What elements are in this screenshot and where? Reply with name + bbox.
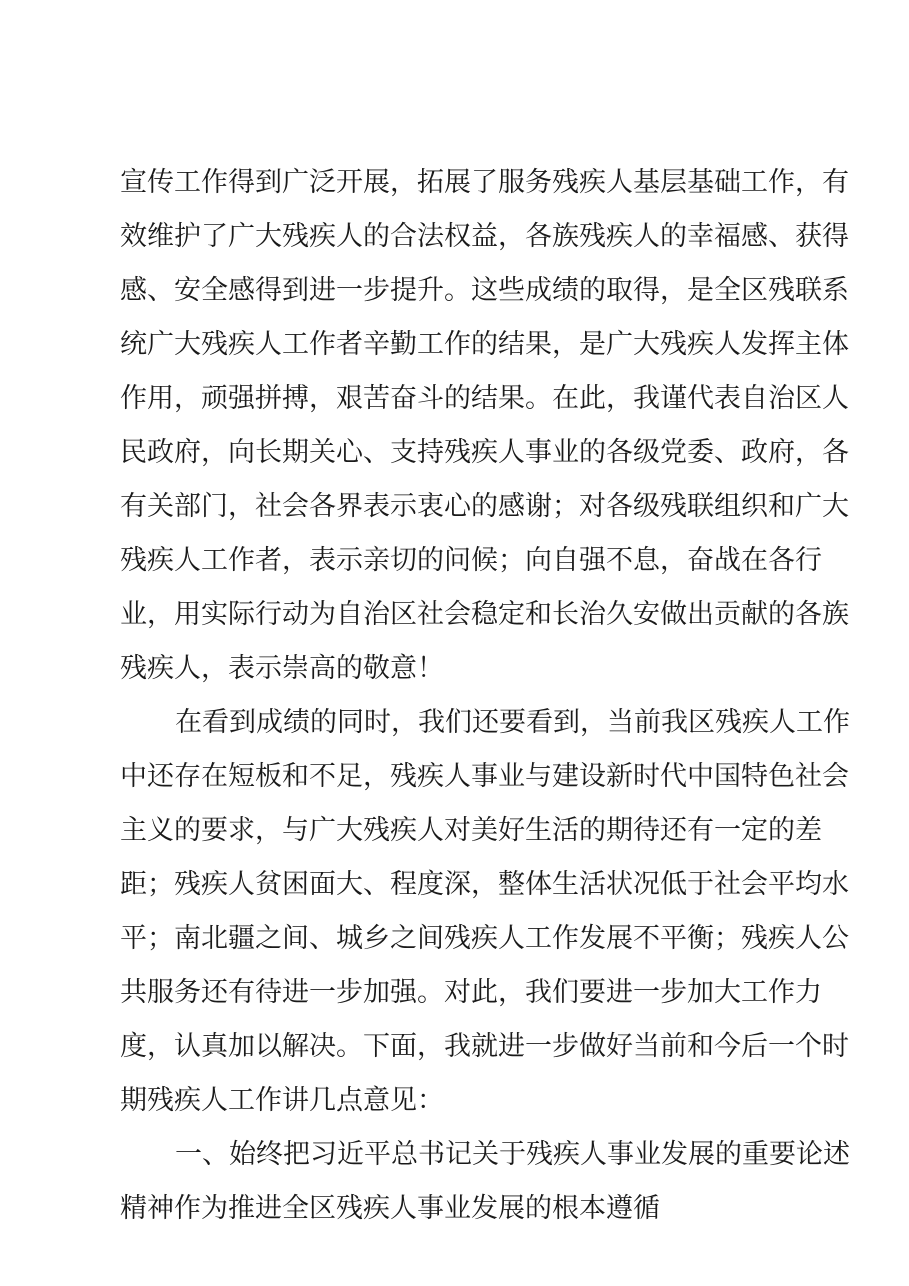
paragraph-1-line-1: 宣传工作得到广泛开展，拓展了服务残疾人基层基础工作，有 xyxy=(120,167,849,198)
paragraph-1-line-7: 有关部门，社会各界表示衷心的感谢；对各级残联组织和广大 xyxy=(120,491,849,522)
section-heading-line-1: 一、始终把习近平总书记关于残疾人事业发展的重要论述 xyxy=(175,1139,850,1170)
paragraph-1-line-5: 作用，顽强拼搏，艰苦奋斗的结果。在此，我谨代表自治区人 xyxy=(120,383,849,414)
paragraph-2-line-6: 共服务还有待进一步加强。对此，我们要进一步加大工作力 xyxy=(120,977,822,1008)
paragraph-2-line-1: 在看到成绩的同时，我们还要看到，当前我区残疾人工作 xyxy=(175,707,850,738)
paragraph-2-line-7: 度，认真加以解决。下面，我就进一步做好当前和今后一个时 xyxy=(120,1031,849,1062)
paragraph-1-line-10: 残疾人，表示崇高的敬意！ xyxy=(120,653,444,684)
paragraph-1-line-3: 感、安全感得到进一步提升。这些成绩的取得，是全区残联系 xyxy=(120,275,849,306)
paragraph-1-line-6: 民政府，向长期关心、支持残疾人事业的各级党委、政府，各 xyxy=(120,437,849,468)
paragraph-1-line-8: 残疾人工作者，表示亲切的问候；向自强不息，奋战在各行 xyxy=(120,545,822,576)
paragraph-2-line-5: 平；南北疆之间、城乡之间残疾人工作发展不平衡；残疾人公 xyxy=(120,923,849,954)
paragraph-2-line-8: 期残疾人工作讲几点意见： xyxy=(120,1085,444,1116)
section-heading-line-2: 精神作为推进全区残疾人事业发展的根本遵循 xyxy=(120,1193,660,1224)
paragraph-1-line-4: 统广大残疾人工作者辛勤工作的结果，是广大残疾人发挥主体 xyxy=(120,329,849,360)
paragraph-2-line-4: 距；残疾人贫困面大、程度深，整体生活状况低于社会平均水 xyxy=(120,869,849,900)
paragraph-2-line-3: 主义的要求，与广大残疾人对美好生活的期待还有一定的差 xyxy=(120,815,822,846)
paragraph-2-line-2: 中还存在短板和不足，残疾人事业与建设新时代中国特色社会 xyxy=(120,761,849,792)
paragraph-1-line-9: 业，用实际行动为自治区社会稳定和长治久安做出贡献的各族 xyxy=(120,599,849,630)
paragraph-1-line-2: 效维护了广大残疾人的合法权益，各族残疾人的幸福感、获得 xyxy=(120,221,849,252)
